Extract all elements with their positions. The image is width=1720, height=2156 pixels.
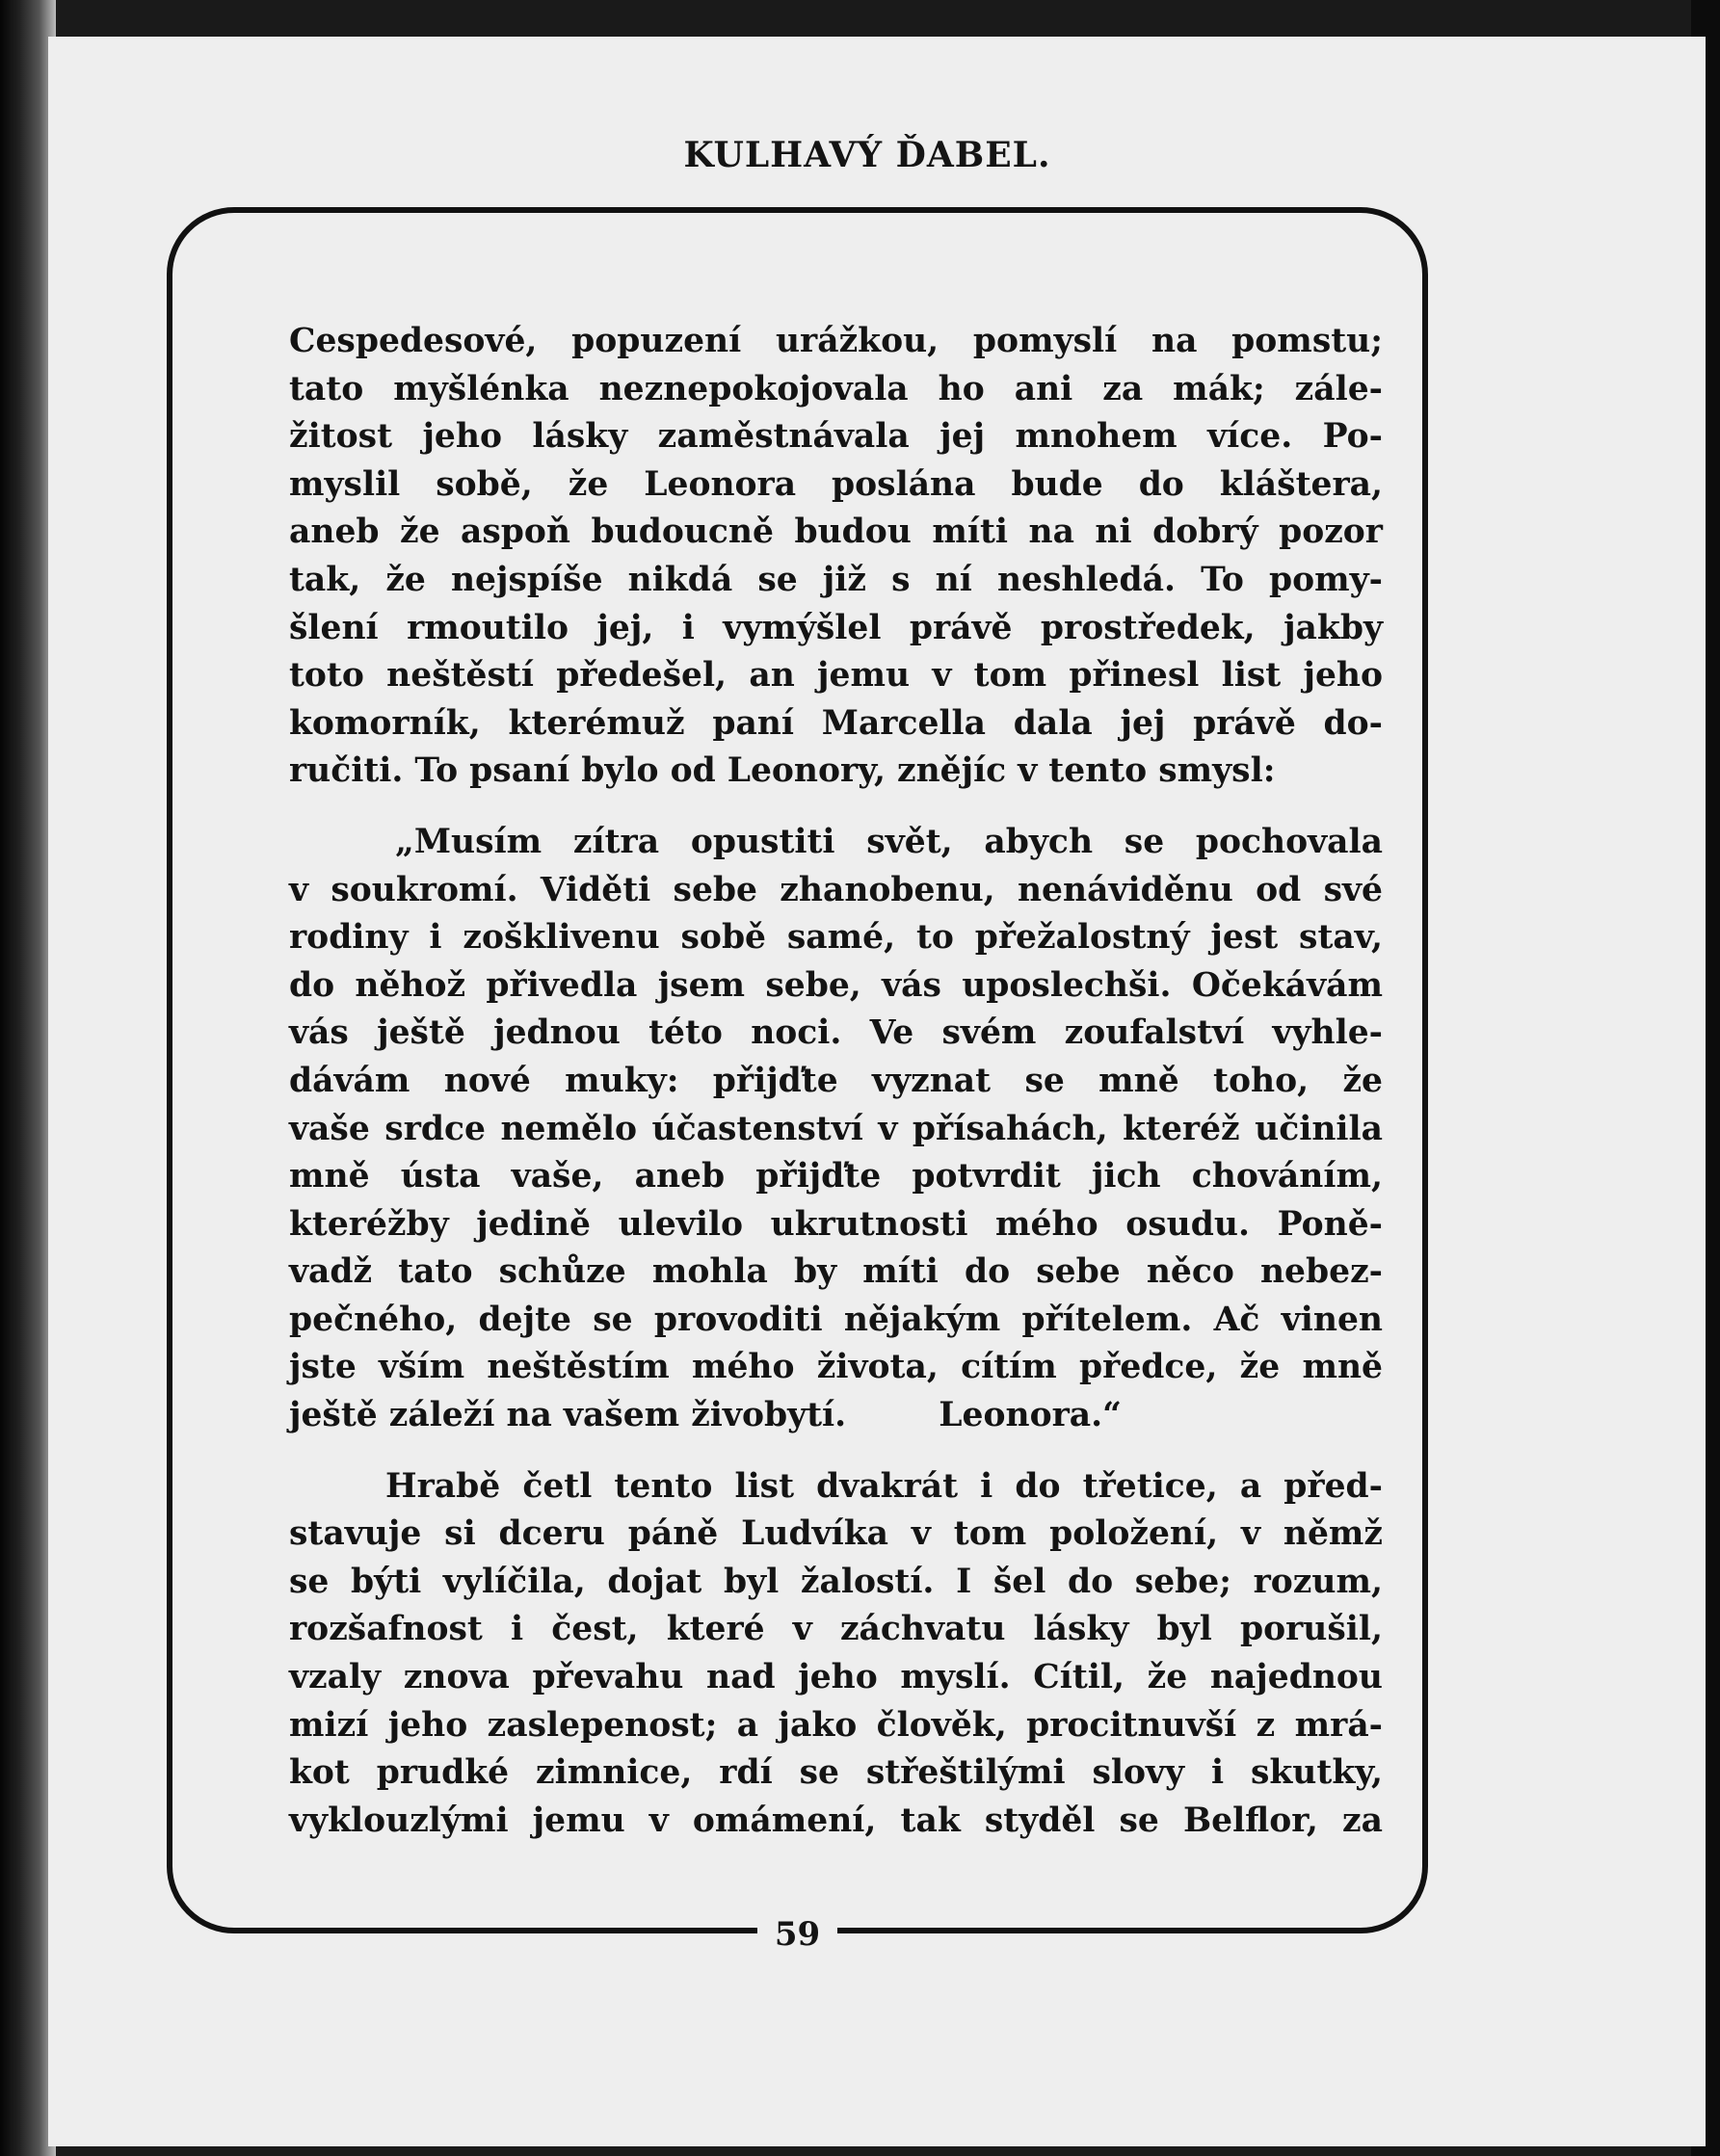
text-line: mně ústa vaše, aneb přijďte potvrdit jich chováním, xyxy=(289,1157,1383,1196)
text-line: dávám nové muky: přijďte vyznat se mně toho, že xyxy=(289,1061,1383,1100)
running-header: KULHAVÝ ĎABEL. xyxy=(683,135,1051,175)
page-number: 59 xyxy=(757,1915,837,1954)
text-line: tato myšlénka neznepokojovala ho ani za mák; zále- xyxy=(289,369,1383,408)
text-line: aneb že aspoň budoucně budou míti na ni dobrý pozor xyxy=(289,513,1383,552)
paragraph-1 xyxy=(289,318,1383,796)
text-line: „Musím zítra opustiti svět, abych se pochovala xyxy=(395,822,1383,861)
text-line: vaše srdce nemělo účastenství v přísahách, kteréž učinila xyxy=(289,1109,1383,1148)
text-line: šlení rmoutilo jej, i vymýšlel právě prostředek, jakby xyxy=(289,608,1383,647)
text-line: mizí jeho zaslepenost; a jako člověk, procitnuvší z mrá- xyxy=(289,1705,1383,1745)
text-line: kot prudké zimnice, rdí se střeštilými slovy i skutky, xyxy=(289,1753,1383,1793)
paragraph-gap xyxy=(289,1440,1383,1463)
text-line: komorník, kterémuž paní Marcella dala jej právě do- xyxy=(289,703,1383,743)
page-footer xyxy=(167,1915,1428,1963)
text-line: tak, že nejspíše nikdá se již s ní neshledá. To pomy- xyxy=(289,560,1383,599)
text-line: rodiny i zošklivenu sobě samé, to přežalostný jest stav, xyxy=(289,918,1383,958)
page-number-container xyxy=(167,1915,1428,1954)
text-line: ručiti. To psaní bylo od Leonory, znějíc v tento smysl: xyxy=(289,751,1276,791)
text-line: rozšafnost i čest, které v záchvatu lásky byl porušil, xyxy=(289,1610,1383,1649)
text-line: kteréžby jedině ulevilo ukrutnosti mého osudu. Poně- xyxy=(289,1204,1383,1244)
text-line-signature: ještě záleží na vašem živobytí. Leonora.“ xyxy=(289,1396,1122,1435)
text-line: stavuje si dceru páně Ludvíka v tom položení, v němž xyxy=(289,1514,1383,1554)
text-line: pečného, dejte se provoditi nějakým přítelem. Ač vinen xyxy=(289,1300,1383,1339)
text-line: vzaly znova převahu nad jeho myslí. Cítil, že najednou xyxy=(289,1658,1383,1697)
body-text xyxy=(289,318,1383,1845)
paragraph-2-letter xyxy=(289,819,1383,1440)
text-line: jste vším neštěstím mého života, cítím předce, že mně xyxy=(289,1348,1383,1387)
text-line: Hrabě četl tento list dvakrát i do třetice, a před- xyxy=(385,1466,1383,1506)
text-line: vás ještě jednou této noci. Ve svém zoufalství vyhle- xyxy=(289,1013,1383,1053)
paragraph-gap xyxy=(289,796,1383,819)
text-line: myslil sobě, že Leonora poslána bude do kláštera, xyxy=(289,464,1383,504)
text-line: v soukromí. Viděti sebe zhanobenu, nenáviděnu od své xyxy=(289,870,1383,909)
text-line: do něhož přivedla jsem sebe, vás uposlechši. Očekávám xyxy=(289,965,1383,1005)
text-line: vyklouzlými jemu v omámení, tak styděl se Belflor, za xyxy=(289,1801,1383,1840)
text-line: se býti vylíčila, dojat byl žalostí. I šel do sebe; rozum, xyxy=(289,1562,1383,1601)
text-line: toto neštěstí předešel, an jemu v tom přinesl list jeho xyxy=(289,656,1383,696)
text-line: Cespedesové, popuzení urážkou, pomyslí na pomstu; xyxy=(289,322,1383,360)
text-line: vadž tato schůze mohla by míti do sebe něco nebez- xyxy=(289,1252,1383,1292)
text-line: žitost jeho lásky zaměstnávala jej mnohem více. Po- xyxy=(289,417,1383,457)
paragraph-3 xyxy=(289,1463,1383,1846)
